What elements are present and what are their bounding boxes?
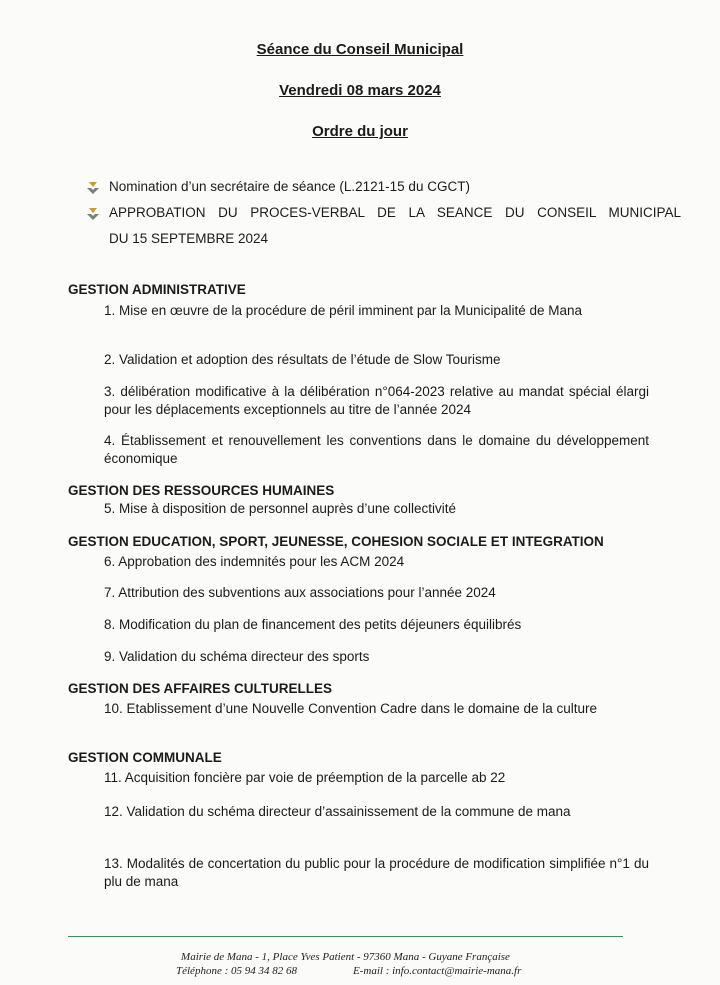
footer-address: Mairie de Mana - 1, Place Yves Patient - 97360 Mana - Guyane Française <box>181 951 510 963</box>
preliminary-text-line1: APPROBATION DU PROCES-VERBAL DE LA SEANCE DU CONSEIL MUNICIPAL <box>109 205 681 220</box>
preliminary-text: Nomination d’un secrétaire de séance (L.2121-15 du CGCT) <box>109 179 470 194</box>
preliminary-item-secretary <box>86 174 681 200</box>
agenda-item-1: 1. Mise en œuvre de la procédure de péril imminent par la Municipalité de Mana <box>104 303 582 318</box>
agenda-item-11: 11. Acquisition foncière par voie de préemption de la parcelle ab 22 <box>104 770 506 785</box>
section-title-education: GESTION EDUCATION, SPORT, JEUNESSE, COHESION SOCIALE ET INTEGRATION <box>68 534 604 549</box>
arrow-bullet-icon <box>86 207 100 221</box>
footer-divider <box>68 936 623 937</box>
agenda-item-4: 4. Établissement et renouvellement les conventions dans le domaine du développement économique <box>104 433 649 466</box>
section-title-communal: GESTION COMMUNALE <box>68 750 222 765</box>
preliminary-item-minutes <box>86 200 681 252</box>
agenda-item-13: 13. Modalités de concertation du public pour la procédure de modification simplifiée n°1 du plu de mana <box>104 856 649 889</box>
section-title-administrative: GESTION ADMINISTRATIVE <box>68 282 246 297</box>
agenda-item-7: 7. Attribution des subventions aux associations pour l’année 2024 <box>104 585 496 600</box>
meeting-date: Vendredi 08 mars 2024 <box>279 82 441 99</box>
meeting-title: Séance du Conseil Municipal <box>256 41 464 58</box>
agenda-item-9: 9. Validation du schéma directeur des sports <box>104 649 370 664</box>
preliminary-text-line2: DU 15 SEPTEMBRE 2024 <box>109 231 269 246</box>
agenda-item-2: 2. Validation et adoption des résultats de l’étude de Slow Tourisme <box>104 352 501 367</box>
arrow-bullet-icon <box>86 181 100 195</box>
agenda-heading: Ordre du jour <box>312 123 408 140</box>
footer-email: E-mail : info.contact@mairie-mana.fr <box>353 965 522 977</box>
agenda-item-6: 6. Approbation des indemnités pour les ACM 2024 <box>104 554 405 569</box>
agenda-item-3: 3. délibération modificative à la délibération n°064-2023 relative au mandat spécial élargi pour les déplacements exceptionnels au titre de l’année 2024 <box>104 384 649 417</box>
agenda-item-5: 5. Mise à disposition de personnel auprès d’une collectivité <box>104 501 456 516</box>
agenda-item-10: 10. Etablissement d’une Nouvelle Convention Cadre dans le domaine de la culture <box>104 701 598 716</box>
agenda-item-8: 8. Modification du plan de financement des petits déjeuners équilibrés <box>104 617 522 632</box>
section-title-hr: GESTION DES RESSOURCES HUMAINES <box>68 483 335 498</box>
footer-phone: Téléphone : 05 94 34 82 68 <box>176 965 297 977</box>
section-title-culture: GESTION DES AFFAIRES CULTURELLES <box>68 681 333 696</box>
agenda-item-12: 12. Validation du schéma directeur d’assainissement de la commune de mana <box>104 804 571 819</box>
